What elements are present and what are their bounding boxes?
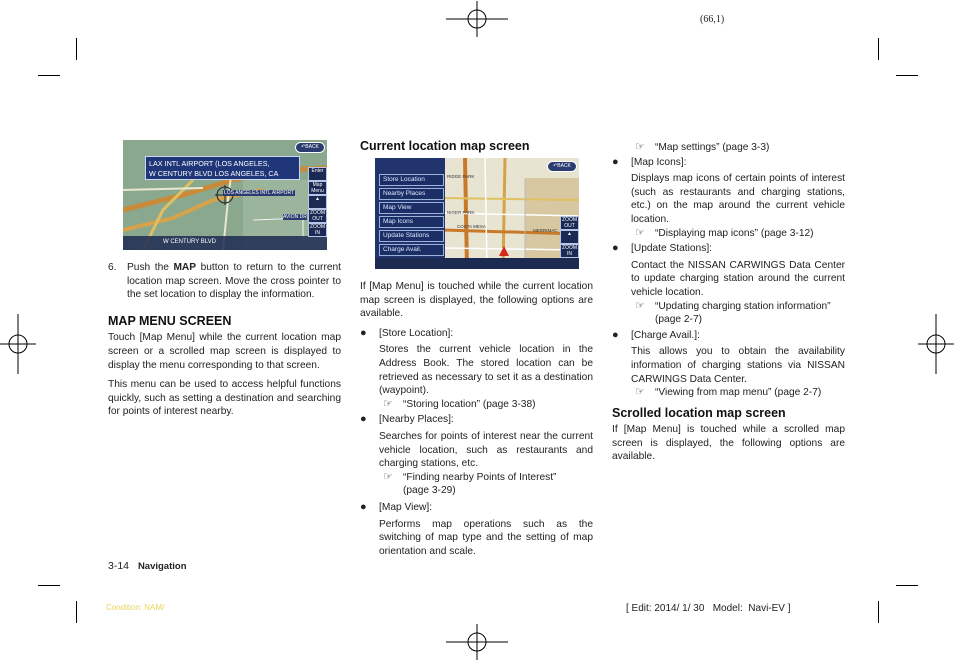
back-icon: ↶ [553, 163, 558, 169]
option-label: [Nearby Places]: [379, 414, 454, 426]
zoom-in-button[interactable]: ZOOM IN [310, 224, 325, 236]
zoom-in-button[interactable]: ZOOM IN [562, 245, 577, 257]
map-label: COSTA MESA [457, 224, 486, 229]
menu-item-map-view[interactable]: Map View [379, 202, 444, 214]
page-reference: (66,1) [700, 14, 725, 25]
menu-item-nearby-places[interactable]: Nearby Places [379, 188, 444, 200]
page-reference [379, 398, 593, 412]
paragraph: This menu can be used to access helpful functions quickly, such as setting a destination and searching for points of interest nearby. [108, 379, 341, 418]
subsection-heading: Current location map screen [360, 139, 530, 153]
street-name-label: W CENTURY BLVD [163, 239, 217, 245]
map-screenshot-menu [375, 158, 579, 269]
middle-heading-wrap [360, 140, 593, 154]
edit-info: [ Edit: 2014/ 1/ 30 Model: Navi-EV ] [626, 603, 791, 614]
right-column [612, 141, 845, 464]
crop-mark [38, 75, 60, 76]
description-text: Searches for points of interest near the current vehicle location, such as restaurants and charging stations, etc. [379, 430, 593, 470]
page-number: 3-14 [108, 560, 130, 572]
registration-target-icon [0, 314, 36, 374]
back-icon: ↶ [301, 144, 306, 150]
option-label: [Store Location]: [379, 327, 454, 339]
reference-hand-icon: ☞ [635, 141, 645, 153]
menu-item-update-stations[interactable]: Update Stations [379, 230, 444, 242]
bullet-icon: ● [612, 242, 619, 255]
registration-target-icon [918, 314, 954, 374]
list-item [360, 501, 593, 515]
step-6 [108, 261, 341, 302]
paragraph: Touch [Map Menu] while the current location map screen or a scrolled map screen is displayed to display the menu corresponding to that screen. [108, 332, 341, 371]
map-label: RIDGE PARK [447, 174, 475, 179]
paragraph: If [Map Menu] is touched while a scrolled map screen is displayed, the following options are available. [612, 424, 845, 463]
map-button-ref: MAP [173, 262, 197, 273]
bullet-icon: ● [612, 155, 619, 168]
description-text: Displays map icons of certain points of interest (such as restaurants and charging stations, etc.) on the map around the current vehicle location. [631, 173, 845, 225]
reference-hand-icon: ☞ [635, 226, 645, 239]
crop-mark [878, 601, 879, 623]
step-number: 6. [108, 262, 117, 273]
crop-mark [76, 601, 77, 623]
page-reference [612, 141, 845, 155]
option-description [360, 430, 593, 498]
map-label: MERRIMAC [533, 228, 558, 233]
footer-section: Navigation [137, 561, 187, 572]
option-label: [Update Stations]: [631, 243, 712, 255]
crop-mark [896, 75, 918, 76]
page-reference [379, 471, 593, 498]
poi-label: LOS ANGELES INTL AIRPORT [224, 190, 295, 196]
middle-column [360, 280, 593, 558]
option-label: [Map View]: [379, 501, 433, 513]
option-description [360, 343, 593, 411]
registration-target-icon [446, 624, 508, 660]
bullet-icon: ● [612, 328, 619, 341]
reference-hand-icon: ☞ [635, 386, 645, 399]
bullet-icon: ● [360, 500, 367, 513]
option-description [612, 345, 845, 399]
bullet-icon: ● [360, 413, 367, 426]
side-street-label: AVION DR [283, 214, 307, 220]
reference-text: “Storing location” (page 3-38) [403, 398, 536, 410]
reference-hand-icon: ☞ [383, 470, 393, 483]
subsection-heading: Scrolled location map screen [612, 405, 786, 420]
back-button[interactable] [547, 161, 577, 172]
section-heading: MAP MENU SCREEN [108, 313, 232, 328]
address-banner [145, 156, 300, 180]
description-text: Contact the NISSAN CARWINGS Data Center to update charging station around the current vehicle location. [631, 259, 845, 298]
option-description [612, 259, 845, 327]
list-item [612, 329, 845, 343]
description-text: Stores the current vehicle location in the Address Book. The stored location can be retrieved as necessary to set it as a destination (waypoint). [379, 344, 593, 397]
option-description [360, 518, 593, 559]
description-text: This allows you to obtain the availability information of charging stations via NISSAN CARWINGS Data Center. [631, 346, 845, 385]
map-label: NIGER PARK [447, 210, 475, 215]
crop-mark [878, 38, 879, 60]
zoom-out-button[interactable]: ZOOM OUT [562, 217, 577, 229]
registration-target-icon [446, 1, 508, 37]
option-description [612, 172, 845, 240]
map-screenshot-scrolled [123, 140, 327, 250]
paragraph: If [Map Menu] is touched while the current location map screen is displayed, the following options are available. [360, 281, 593, 320]
back-label: BACK [557, 163, 571, 169]
reference-text: “Updating charging station information” (page 2-7) [655, 300, 831, 326]
left-column [108, 261, 341, 419]
crop-mark [896, 585, 918, 586]
reference-text: “Finding nearby Points of Interest” (page 3-29) [403, 471, 557, 497]
zoom-out-button[interactable]: ZOOM OUT [310, 210, 325, 222]
enter-button[interactable]: Enter [308, 167, 327, 181]
reference-text: “Map settings” (page 3-3) [655, 142, 770, 153]
step-text: Push the [127, 262, 174, 273]
menu-item-charge-avail[interactable]: Charge Avail. [379, 244, 444, 256]
crop-mark [76, 38, 77, 60]
compass-icon[interactable]: ▲ [560, 230, 579, 244]
page-reference [631, 300, 845, 327]
reference-hand-icon: ☞ [635, 299, 645, 312]
reference-hand-icon: ☞ [383, 397, 393, 410]
condition-note: Condition: NAM/ [106, 603, 165, 612]
crop-mark [38, 585, 60, 586]
address-line: W CENTURY BLVD LOS ANGELES, CA [149, 169, 279, 178]
menu-item-store-location[interactable]: Store Location [379, 174, 444, 186]
step-text: button to return to the current location map screen. Move the cross pointer to the set location to display the information. [127, 262, 342, 301]
back-label: BACK [305, 144, 319, 150]
reference-text: “Viewing from map menu” (page 2-7) [655, 387, 822, 399]
list-item [360, 413, 593, 427]
map-menu-button[interactable]: Map Menu [308, 181, 327, 195]
description-text: Performs map operations such as the switching of map type and the setting of map orientation and scale. [379, 518, 593, 557]
list-item [612, 242, 845, 256]
page-reference [631, 386, 845, 400]
list-item [360, 327, 593, 341]
menu-item-map-icons[interactable]: Map Icons [379, 216, 444, 228]
compass-icon[interactable]: ▲ [308, 195, 327, 209]
bullet-icon: ● [360, 326, 367, 339]
option-label: [Charge Avail.]: [631, 329, 700, 341]
address-line: LAX INTL AIRPORT (LOS ANGELES, [149, 159, 270, 168]
option-label: [Map Icons]: [631, 156, 687, 168]
page-number-footer [108, 560, 187, 572]
page-reference [631, 227, 845, 241]
back-button[interactable] [295, 142, 325, 153]
list-item [612, 156, 845, 170]
reference-text: “Displaying map icons” (page 3-12) [655, 227, 814, 239]
